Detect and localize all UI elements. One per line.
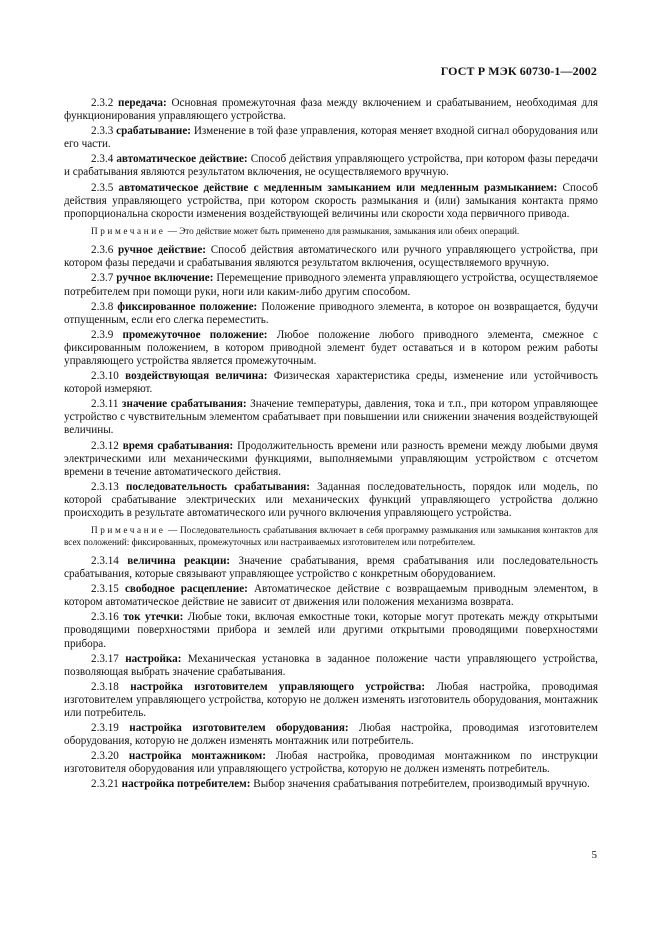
note-label: Примечание: [91, 225, 166, 236]
definition-paragraph: [64, 653, 598, 679]
definition-text: Любая настройка, проводимая изготовителем управляющего устройства, которую не должен изменять изготовитель оборудования, монтажник или потребитель.: [64, 680, 598, 719]
clause-number: 2.3.6: [91, 244, 114, 257]
definition-paragraph: [64, 329, 598, 368]
definition-text: Любое положение любого приводного элемента, смежное с фиксированным положением, в котором приводной элемент будет оставаться и в котором режим работы управляющего устройства является промежуточным.: [64, 328, 598, 367]
definition-paragraph: [64, 272, 598, 298]
clause-number: 2.3.18: [91, 680, 119, 693]
definition-text: Физическая характеристика среды, изменение или устойчивость которой измеряют.: [64, 370, 598, 396]
defined-term: настройка:: [125, 652, 182, 665]
note-text: — Это действие может быть применено для размыкания, замыкания или обеих операций.: [167, 225, 520, 236]
defined-term: значение срабатывания:: [122, 398, 247, 411]
definition-text: Любая настройка, проводимая изготовителем оборудования, которую не должен изменять монтажник или потребитель.: [64, 722, 598, 748]
clause-number: 2.3.2: [91, 97, 114, 109]
definition-text: Любые токи, включая емкостные токи, которые могут протекать между открытыми проводящими поверхностями прибора и землей или другими открытыми проводящими поверхностями прибора.: [64, 611, 599, 650]
clause-number: 2.3.5: [91, 181, 114, 194]
defined-term: автоматическое действие:: [116, 153, 248, 166]
clause-number: 2.3.14: [91, 554, 119, 567]
defined-term: ручное действие:: [117, 244, 206, 257]
definition-text: Выбор значения срабатывания потребителем, производимый вручную.: [253, 778, 590, 791]
definition-paragraph: [64, 750, 598, 776]
clause-number: 2.3.8: [91, 300, 114, 313]
defined-term: настройка потребителем:: [121, 778, 251, 791]
definition-text: Заданная последовательность, порядок или модель, по которой срабатывание электрических или механических функций управляющего устройства должно происходить в результате автоматического или ручного включения управляющего устройства.: [64, 480, 598, 520]
definition-text: Положение приводного элемента, в которое он возвращается, будучи отпущенным, если его слегка переместить.: [64, 300, 598, 326]
clause-number: 2.3.4: [91, 153, 114, 166]
document-body: [64, 97, 598, 794]
definition-text: Любая настройка, проводимая монтажником по инструкции изготовителя оборудования или управляющего устройства, которую не должен изменять потребитель.: [64, 750, 598, 776]
definition-paragraph: [64, 611, 598, 650]
definition-text: Способ действия управляющего устройства, при котором фазы передачи и срабатывания являются результатом включения, не осуществляемого вручную.: [64, 153, 598, 179]
definition-text: Способ действия автоматического или ручного управляющего устройства, при котором фазы передачи и срабатывания являются результатом включения, осуществляемого вручную.: [64, 244, 598, 270]
definition-paragraph: [64, 778, 598, 791]
definition-paragraph: [64, 481, 598, 520]
clause-number: 2.3.21: [91, 778, 119, 791]
defined-term: настройка изготовителем оборудования:: [129, 722, 349, 735]
defined-term: время срабатывания:: [122, 439, 234, 452]
defined-term: последовательность срабатывания:: [125, 480, 311, 493]
clause-number: 2.3.20: [91, 750, 119, 763]
definition-text: Перемещение приводного элемента управляющего устройства, осуществляемое потребителем при помощи руки, ноги или каким-либо другим способом.: [64, 272, 598, 298]
clause-number: 2.3.15: [91, 583, 119, 596]
definition-text: Основная промежуточная фаза между включением и срабатыванием, необходимая для функционирования управляющего устройства.: [64, 97, 598, 123]
clause-number: 2.3.19: [91, 722, 119, 735]
definition-paragraph: [64, 370, 598, 396]
defined-term: ток утечки:: [123, 611, 184, 624]
definition-paragraph: [64, 681, 598, 720]
definition-paragraph: [64, 244, 598, 270]
note-label: Примечание: [91, 525, 166, 536]
note: [64, 226, 598, 237]
defined-term: ручное включение:: [116, 272, 214, 285]
clause-number: 2.3.9: [91, 328, 114, 341]
defined-term: срабатывание:: [116, 125, 191, 138]
defined-term: настройка изготовителем управляющего устройства:: [130, 680, 426, 693]
definition-paragraph: [64, 301, 598, 327]
note: [64, 525, 598, 548]
definition-paragraph: [64, 583, 598, 609]
definition-paragraph: [64, 153, 598, 179]
defined-term: свободное расцепление:: [124, 583, 248, 596]
definition-text: Продолжительность времени или разность времени между любыми двумя электрическими или механическими функциями, выполняемыми управляющим устройством с отсчетом времени в течение автоматического действия.: [64, 439, 598, 478]
clause-number: 2.3.11: [91, 398, 119, 411]
note-text: — Последовательность срабатывания включает в себя программу размыкания или замыкания контактов для всех положений: фиксированных, промежуточных или настраиваемых изготовителем или потребителем.: [64, 525, 598, 547]
definition-text: Механическая установка в заданное положение части управляющего устройства, позволяющая выбрать значение срабатывания.: [64, 652, 598, 678]
definition-text: Изменение в той фазе управления, которая меняет входной сигнал оборудования или его части.: [64, 125, 598, 151]
defined-term: фиксированное положение:: [117, 300, 258, 313]
clause-number: 2.3.13: [91, 480, 119, 493]
defined-term: передача:: [118, 97, 167, 109]
defined-term: автоматическое действие с медленным замыканием или медленным размыканием:: [118, 181, 558, 194]
definition-paragraph: [64, 125, 598, 151]
clause-number: 2.3.3: [91, 125, 114, 138]
definition-paragraph: [64, 440, 598, 479]
definition-paragraph: [64, 398, 598, 437]
definition-text: Автоматическое действие с возвращаемым приводным элементом, в котором автоматическое действие не зависит от движения или положения механизма возврата.: [64, 583, 598, 609]
clause-number: 2.3.16: [91, 611, 119, 624]
definition-paragraph: [64, 182, 598, 221]
defined-term: настройка монтажником:: [128, 750, 266, 763]
standard-header: ГОСТ Р МЭК 60730-1—2002: [440, 64, 597, 78]
defined-term: воздействующая величина:: [125, 370, 268, 383]
clause-number: 2.3.17: [91, 652, 119, 665]
defined-term: промежуточное положение:: [122, 328, 268, 341]
definition-paragraph: [64, 555, 598, 581]
definition-text: Значение температуры, давления, тока и т.п., при котором управляющее устройство с чувствительным элементом срабатывает при повышении или снижении значения воздействующей величины.: [64, 398, 598, 437]
definition-text: Способ действия управляющего устройства, при котором скорость размыкания и (или) замыкания контакта прямо пропорциональна скорости изменения воздействующей величины или скорости хода первичного привода.: [64, 181, 598, 220]
clause-number: 2.3.10: [91, 370, 119, 383]
defined-term: величина реакции:: [127, 554, 231, 567]
clause-number: 2.3.7: [91, 272, 114, 285]
page-number: 5: [591, 849, 597, 861]
clause-number: 2.3.12: [91, 439, 119, 452]
definition-paragraph: [64, 97, 598, 123]
definition-text: Значение срабатывания, время срабатывания или последовательность срабатывания, которые связывают управляющее устройство с конкретным оборудованием.: [64, 554, 598, 581]
definition-paragraph: [64, 722, 598, 748]
